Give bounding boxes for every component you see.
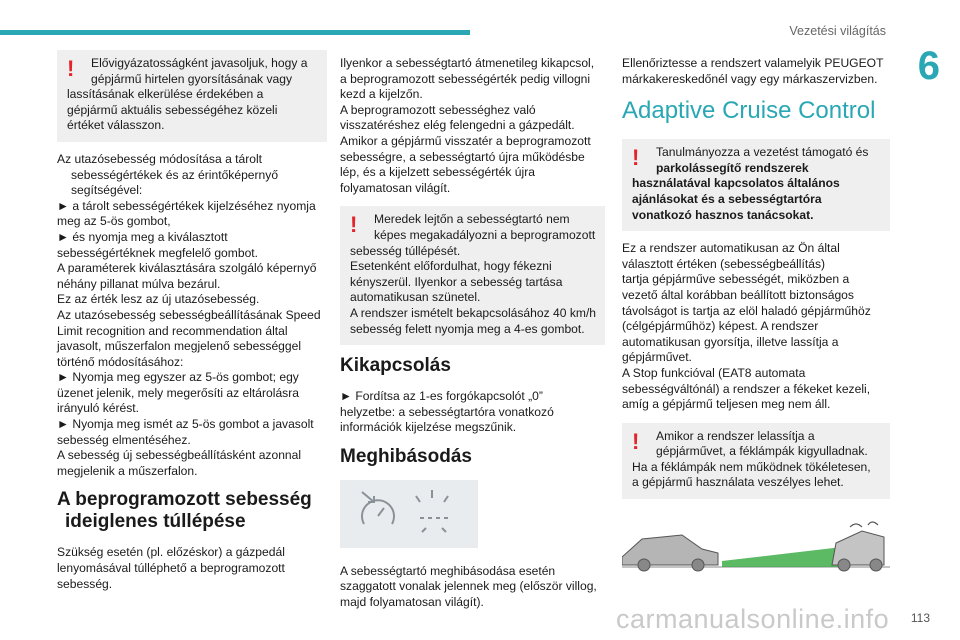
heading-malfunction: Meghibásodás <box>340 445 472 467</box>
paragraph-overtaking: Szükség esetén (pl. előzéskor) a gázpedál lenyomásával túlléphető a beprogramozott sebesség. <box>57 545 285 591</box>
heading-switch-off: Kikapcsolás <box>340 355 451 377</box>
column-3 <box>622 56 890 577</box>
chapter-number: 6 <box>917 44 940 88</box>
fault-display-illustration <box>340 480 478 548</box>
speedometer-icon <box>362 492 394 524</box>
column-1 <box>57 50 327 602</box>
warning-box-4: ! Amikor a rendszer lelassítja a gépjárművet, a féklámpák kigyulladnak. Ha a féklámpák nem működnek tökéletesen, a gépjármű használata veszélyes lehet. <box>622 423 890 499</box>
dashed-display-icon <box>416 490 448 532</box>
header-accent-bar <box>0 30 470 35</box>
warning-box-2: ! Meredek lejtőn a sebességtartó nem képes megakadályozni a beprogramozott sebesség túllépését. Esetenként előfordulhat, hogy fékezni kényszerül. Ilyenkor a sebesség tartása automatikusan szünetel. A rendszer ismételt bekapcsolásához 40 km/h sebesség felett nyomja meg a 4-es gombot. <box>340 206 605 345</box>
radar-waves-icon <box>850 522 878 527</box>
paragraph-check-dealer: Ellenőriztesse a rendszert valamelyik PEUGEOT márkakereskedőnél vagy egy márkaszervizben. <box>622 56 884 86</box>
watermark: carmanualsonline.info <box>616 604 890 634</box>
paragraph-temporary-off: Ilyenkor a sebességtartó átmenetileg kikapcsol, a beprogramozott sebességérték pedig villogni kezd a kijelzőn. A beprogramozott sebességhez való visszatéréshez elég felengedni a gázpedált. Amikor a gépjármű visszatér a beprogramozott sebességre, a sebességtartó újra működésbe lép, és a kijelzett sebességérték újra folyamatosan világít. <box>340 56 595 195</box>
paragraph-speed-change: Az utazósebesség módosítása a tárolt sebességértékek és az érintőképernyő segítségével: ► a tárolt sebességértékek kijelzéséhez nyomja meg az 5-ös gombot, ► és nyomja meg a kiválasztott sebességértéknek megfelelő gombot. A paraméterek kiválasztására szolgáló képernyő néhány pillanat múlva bezárul. Ez az érték lesz az új utazósebesség. Az utazósebesség sebességbeállításának Speed Limit recognition and recommendation által javasolt, műszerfalon megjelenő sebességgel történő módosításához: ► Nyomja meg egyszer az 5-ös gombot; egy üzenet jelenik, mely megerősíti az eltárolásra irányuló kérést. ► Nyomja meg ismét az 5-ös gombot a javasolt sebesség elmentéséhez. A sebesség új sebességbeállításként azonnal megjelenik a műszerfalon. <box>57 151 321 478</box>
section-title: Vezetési világítás <box>789 24 886 38</box>
warning-icon: ! <box>632 145 640 171</box>
target-car-icon <box>832 531 884 571</box>
warning-box-3: ! Tanulmányozza a vezetést támogató és parkolássegítő rendszerek használatával kapcsolatos általános ajánlásokat és a sebességtartóra vonatkozó hasznos tanácsokat. <box>622 139 890 231</box>
warning-box-1: ! Elővigyázatosságként javasoljuk, hogy a gépjármű hirtelen gyorsításának vagy lassításának elkerülése érdekében a gépjármű aktuális sebességéhez közeli értéket válasszon. <box>57 50 327 142</box>
warning-icon: ! <box>350 212 358 238</box>
warning-icon: ! <box>632 428 640 454</box>
column-2 <box>340 56 605 621</box>
car-icon <box>622 535 718 571</box>
heading-adaptive-cruise-control: Adaptive Cruise Control <box>622 97 876 125</box>
paragraph-acc-description: Ez a rendszer automatikusan az Ön által választott értéken (sebességbeállítás) tartja gépjárműve sebességét, miközben a vezető által korábban beállított biztonságos távolságot is tartja az elöl haladó gépjárműhöz (célgépjárműhöz) képest. A rendszer automatikusan gyorsítja, illetve lassítja a gépjárművet. A Stop funkcióval (EAT8 automata sebességváltónál) a rendszer a fékeket kezeli, amíg a gépjármű teljesen meg nem áll. <box>622 241 871 412</box>
paragraph-malfunction: A sebességtartó meghibásodása esetén szaggatott vonalak jelennek meg (először villog, majd folyamatosan világít). <box>340 563 597 610</box>
warning-icon: ! <box>67 56 75 81</box>
car-following-illustration <box>622 517 890 577</box>
page-number: 113 <box>910 611 930 625</box>
paragraph-switch-off: ► Fordítsa az 1-es forgókapcsolót „0” helyzetbe: a sebességtartóra vonatkozó információk kijelzése megszűnik. <box>340 389 554 435</box>
heading-temporary-overspeed: A beprogramozott sebesség ideiglenes túllépése <box>57 489 312 533</box>
